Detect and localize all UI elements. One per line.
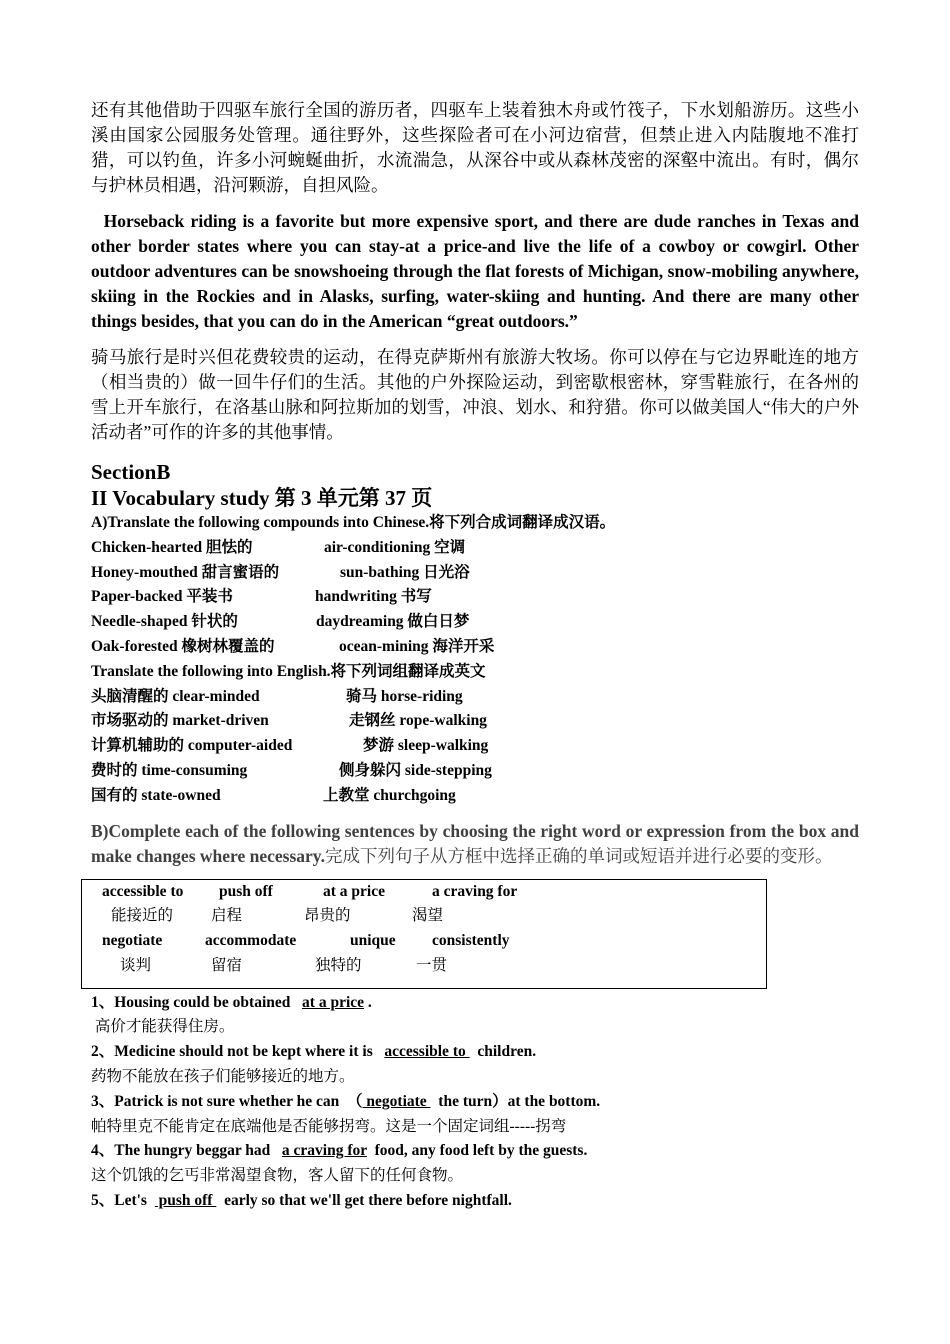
word-box-row: accessible to push off at a price a craving for bbox=[102, 882, 518, 900]
sentence-4-cn: 这个饥饿的乞丐非常渴望食物，客人留下的任何食物。 bbox=[91, 1167, 464, 1185]
sentence-2: 2、Medicine should not be kept where it is accessible to children. bbox=[91, 1043, 537, 1061]
word-box-row: 谈判 留宿 独特的 一贯 bbox=[120, 956, 448, 974]
sentence-5: 5、Let's push off early so that we'll get there before nightfall. bbox=[91, 1191, 512, 1209]
sentence-2-cn: 药物不能放在孩子们能够接近的地方。 bbox=[91, 1067, 355, 1085]
phrase-row: 费时的 time-consuming 侧身躲闪 side-stepping bbox=[91, 761, 492, 779]
part-a-instruction: A)Translate the following compounds into Chinese.将下列合成词翻译成汉语。 bbox=[91, 514, 616, 531]
sentence-1: 1、Housing could be obtained at a price . bbox=[91, 993, 372, 1011]
sentence-1-cn: 高价才能获得住房。 bbox=[91, 1018, 235, 1036]
answer-4: a craving for bbox=[281, 1142, 367, 1160]
paragraph-cn-1: 还有其他借助于四驱车旅行全国的游历者，四驱车上装着独木舟或竹筏子，下水划船游历。这些小溪由国家公园服务处管理。通往野外，这些探险者可在小河边宿营，但禁止进入内陆腹地不准打猎，可以钓鱼，许多小河蜿蜒曲折，水流湍急，从深谷中或从森林茂密的深壑中流出。有时，偶尔与护林员相遇，沿河颗游，自担风险。 bbox=[91, 100, 859, 195]
answer-1: at a price bbox=[302, 993, 365, 1011]
part-a2-instruction: Translate the following into English.将下列词组翻译成英文 bbox=[91, 662, 486, 680]
paragraph-cn-2: 骑马旅行是时兴但花费较贵的运动，在得克萨斯州有旅游大牧场。你可以停在与它边界毗连的地方（相当贵的）做一回牛仔们的生活。其他的户外探险运动，到密歇根密林，穿雪鞋旅行，在各州的雪上开车旅行，在洛基山脉和阿拉斯加的划雪，冲浪、划水、和狩猎。你可以做美国人“伟大的户外活动者”可作的许多的其他事情。 bbox=[91, 347, 859, 442]
word-box bbox=[81, 879, 767, 989]
phrase-row: 头脑清醒的 clear-minded 骑马 horse-riding bbox=[91, 687, 463, 705]
compound-row: Paper-backed 平装书 handwriting 书写 bbox=[91, 588, 432, 606]
sentence-3-cn: 帕特里克不能肯定在底端他是否能够拐弯。这是一个固定词组-----拐弯 bbox=[91, 1117, 567, 1135]
vocab-title: II Vocabulary study 第 3 单元第 37 页 bbox=[91, 486, 433, 510]
answer-2: accessible to bbox=[384, 1043, 470, 1061]
document-page bbox=[91, 98, 864, 1214]
compound-row: Chicken-hearted 胆怯的 air-conditioning 空调 bbox=[91, 538, 466, 556]
phrase-row: 计算机辅助的 computer-aided 梦游 sleep-walking bbox=[91, 737, 489, 755]
compound-row: Needle-shaped 针状的 daydreaming 做白日梦 bbox=[91, 613, 470, 631]
word-box-row: 能接近的 启程 昂贵的 渴望 bbox=[111, 907, 444, 925]
word-box-row: negotiate accommodate unique consistently bbox=[102, 932, 510, 950]
paragraph-en-1: Horseback riding is a favorite but more expensive sport, and there are dude ranches in Texas and other border states where you can stay-at a price-and live the life of a cowboy or cowgirl. Other outdoor adventures can be snowshoeing through the flat forests of Michigan, snow-mobiling anywhere, skiing in the Rockies and in Alasks, surfing, water-skiing and hunting. And there are many other things besides, that you can do in the American “great outdoors.” bbox=[91, 211, 864, 331]
answer-3: negotiate bbox=[362, 1092, 431, 1110]
part-b-instruction: B)Complete each of the following sentences by choosing the right word or expression from the box and make changes where necessary.完成下列句子从方框中选择正确的单词或短语并进行必要的变形。 bbox=[91, 820, 859, 866]
sentence-4: 4、The hungry beggar had a craving for food, any food left by the guests. bbox=[91, 1142, 588, 1160]
compound-row: Oak-forested 橡树林覆盖的 ocean-mining 海洋开采 bbox=[91, 637, 495, 655]
sentence-3: 3、Patrick is not sure whether he can （ negotiate the turn）at the bottom. bbox=[91, 1092, 601, 1110]
answer-5: push off bbox=[154, 1191, 217, 1209]
section-title: SectionB bbox=[91, 460, 171, 484]
phrase-row: 国有的 state-owned 上教堂 churchgoing bbox=[91, 786, 456, 804]
phrase-row: 市场驱动的 market-driven 走钢丝 rope-walking bbox=[91, 712, 487, 730]
compound-row: Honey-mouthed 甜言蜜语的 sun-bathing 日光浴 bbox=[91, 563, 470, 581]
